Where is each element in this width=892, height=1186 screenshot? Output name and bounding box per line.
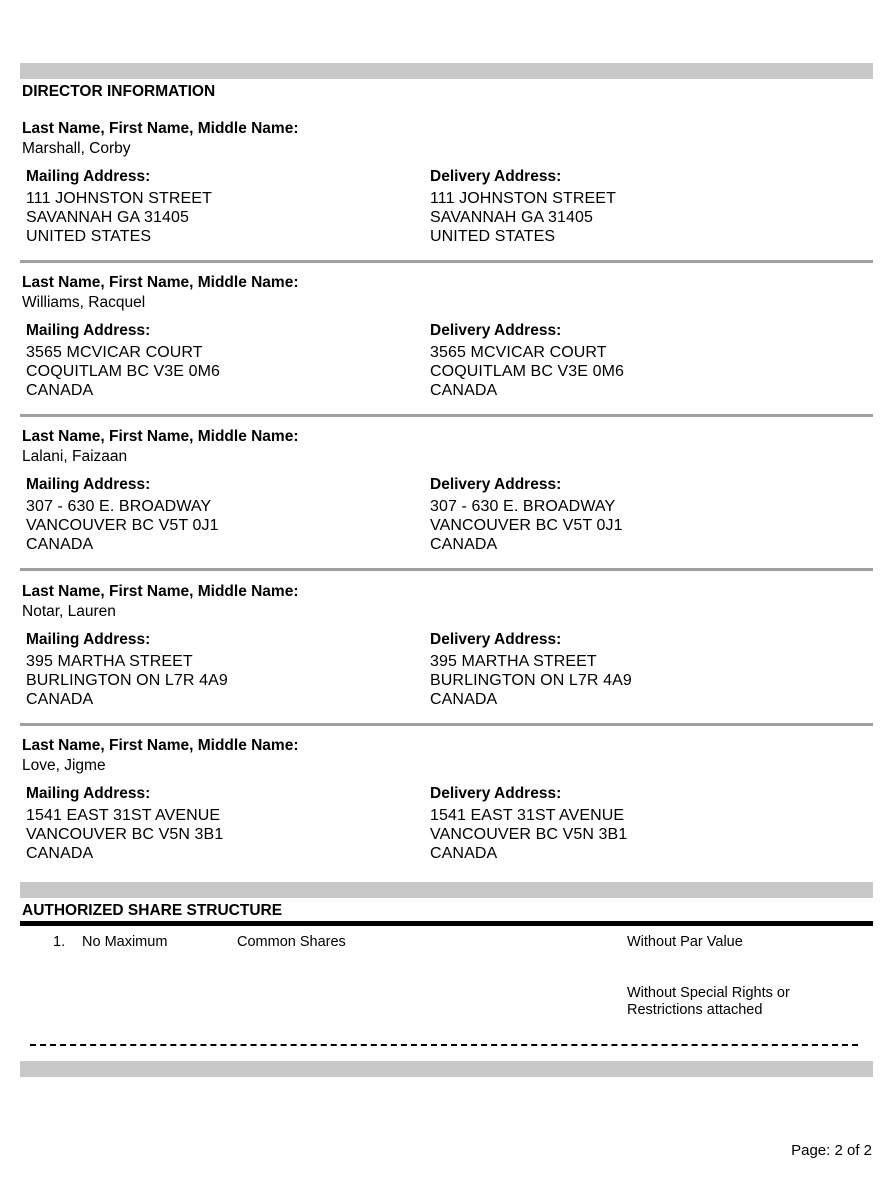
share-number: 1. bbox=[53, 934, 66, 950]
share-rights: Without Special Rights or bbox=[627, 985, 790, 1001]
director-separator bbox=[20, 260, 873, 263]
mailing-address-label: Mailing Address: bbox=[26, 168, 151, 185]
section-header-bar bbox=[20, 882, 873, 898]
delivery-address-line: CANADA bbox=[430, 845, 498, 862]
director-section-title: DIRECTOR INFORMATION bbox=[22, 83, 216, 100]
delivery-address-label: Delivery Address: bbox=[430, 631, 562, 648]
director-name: Love, Jigme bbox=[22, 757, 106, 774]
director-entry bbox=[20, 737, 873, 891]
mailing-address-line: 3565 MCVICAR COURT bbox=[26, 344, 203, 361]
page-number: Page: 2 of 2 bbox=[791, 1142, 872, 1159]
delivery-address-line: 395 MARTHA STREET bbox=[430, 653, 597, 670]
delivery-address-label: Delivery Address: bbox=[430, 168, 562, 185]
director-entry bbox=[20, 120, 873, 274]
director-separator bbox=[20, 568, 873, 571]
mailing-address-line: VANCOUVER BC V5T 0J1 bbox=[26, 517, 219, 534]
director-entry bbox=[20, 583, 873, 737]
share-class: Common Shares bbox=[237, 934, 346, 950]
mailing-address-line: BURLINGTON ON L7R 4A9 bbox=[26, 672, 228, 689]
mailing-address-label: Mailing Address: bbox=[26, 631, 151, 648]
delivery-address-line: CANADA bbox=[430, 536, 498, 553]
director-name: Notar, Lauren bbox=[22, 603, 116, 620]
delivery-address-line: UNITED STATES bbox=[430, 228, 556, 245]
delivery-address-line: VANCOUVER BC V5N 3B1 bbox=[430, 826, 628, 843]
director-separator bbox=[20, 723, 873, 726]
dashed-divider bbox=[30, 1044, 858, 1046]
mailing-address-line: 395 MARTHA STREET bbox=[26, 653, 193, 670]
delivery-address-line: CANADA bbox=[430, 382, 498, 399]
mailing-address-line: CANADA bbox=[26, 536, 94, 553]
delivery-address-line: 3565 MCVICAR COURT bbox=[430, 344, 607, 361]
name-label: Last Name, First Name, Middle Name: bbox=[22, 428, 299, 445]
delivery-address-line: 1541 EAST 31ST AVENUE bbox=[430, 807, 625, 824]
mailing-address-label: Mailing Address: bbox=[26, 322, 151, 339]
mailing-address-line: SAVANNAH GA 31405 bbox=[26, 209, 189, 226]
mailing-address-line: CANADA bbox=[26, 691, 94, 708]
delivery-address-label: Delivery Address: bbox=[430, 322, 562, 339]
mailing-address-line: 307 - 630 E. BROADWAY bbox=[26, 498, 212, 515]
share-section-title: AUTHORIZED SHARE STRUCTURE bbox=[22, 902, 283, 919]
section-header-bar bbox=[20, 63, 873, 79]
delivery-address-line: SAVANNAH GA 31405 bbox=[430, 209, 593, 226]
delivery-address-line: VANCOUVER BC V5T 0J1 bbox=[430, 517, 623, 534]
delivery-address-line: 111 JOHNSTON STREET bbox=[430, 190, 616, 207]
share-rights-line-2: Restrictions attached bbox=[627, 1002, 763, 1018]
director-entry bbox=[20, 428, 873, 582]
director-name: Williams, Racquel bbox=[22, 294, 146, 311]
mailing-address-line: VANCOUVER BC V5N 3B1 bbox=[26, 826, 224, 843]
delivery-address-line: COQUITLAM BC V3E 0M6 bbox=[430, 363, 625, 380]
director-name: Marshall, Corby bbox=[22, 140, 131, 157]
name-label: Last Name, First Name, Middle Name: bbox=[22, 120, 299, 137]
share-maximum: No Maximum bbox=[82, 934, 168, 950]
delivery-address-line: BURLINGTON ON L7R 4A9 bbox=[430, 672, 632, 689]
section-footer-bar bbox=[20, 1061, 873, 1077]
mailing-address-line: UNITED STATES bbox=[26, 228, 152, 245]
director-separator bbox=[20, 414, 873, 417]
section-rule bbox=[20, 921, 873, 926]
name-label: Last Name, First Name, Middle Name: bbox=[22, 274, 299, 291]
name-label: Last Name, First Name, Middle Name: bbox=[22, 583, 299, 600]
name-label: Last Name, First Name, Middle Name: bbox=[22, 737, 299, 754]
delivery-address-line: CANADA bbox=[430, 691, 498, 708]
share-par-value: Without Par Value bbox=[627, 934, 743, 950]
mailing-address-label: Mailing Address: bbox=[26, 476, 151, 493]
mailing-address-line: CANADA bbox=[26, 845, 94, 862]
delivery-address-label: Delivery Address: bbox=[430, 785, 562, 802]
mailing-address-line: CANADA bbox=[26, 382, 94, 399]
director-name: Lalani, Faizaan bbox=[22, 448, 128, 465]
delivery-address-label: Delivery Address: bbox=[430, 476, 562, 493]
mailing-address-line: 1541 EAST 31ST AVENUE bbox=[26, 807, 221, 824]
mailing-address-label: Mailing Address: bbox=[26, 785, 151, 802]
director-entry bbox=[20, 274, 873, 428]
mailing-address-line: 111 JOHNSTON STREET bbox=[26, 190, 212, 207]
mailing-address-line: COQUITLAM BC V3E 0M6 bbox=[26, 363, 221, 380]
delivery-address-line: 307 - 630 E. BROADWAY bbox=[430, 498, 616, 515]
